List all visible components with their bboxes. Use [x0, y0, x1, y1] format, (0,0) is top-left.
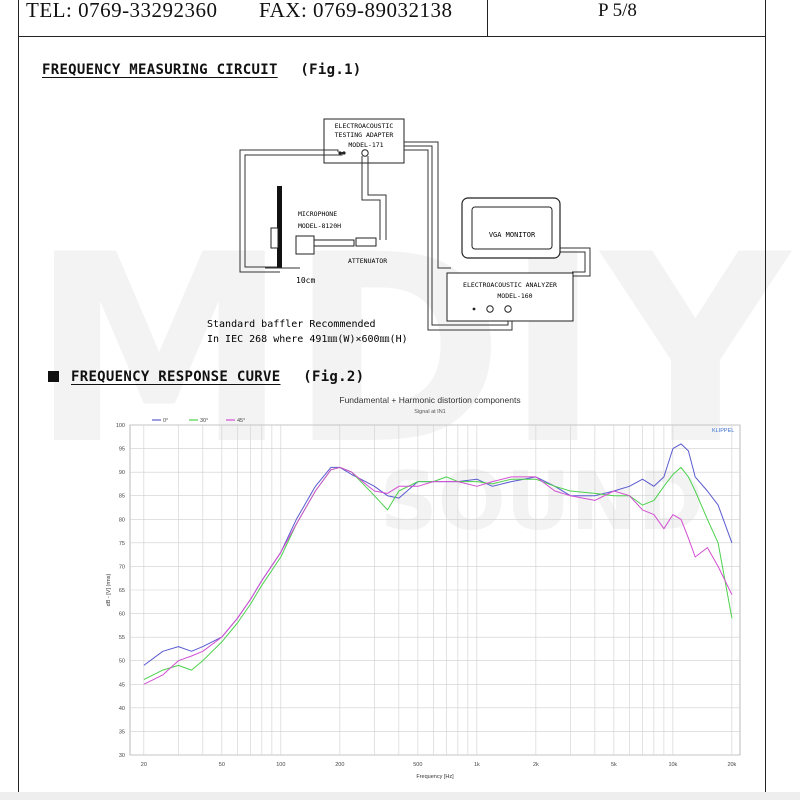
- y-axis-label: dB - [V] (rms): [106, 573, 112, 607]
- page-number: P 5/8: [598, 0, 637, 21]
- circuit-title-text: FREQUENCY MEASURING CIRCUIT: [42, 62, 278, 78]
- response-title-text: FREQUENCY RESPONSE CURVE: [71, 369, 281, 385]
- adapter-line-2: TESTING ADAPTER: [334, 131, 394, 139]
- baffle-note-line-2: In IEC 268 where 491㎜(W)×600㎜(H): [207, 334, 408, 345]
- x-axis-label: Frequency [Hz]: [416, 774, 454, 780]
- brand-label: KLIPPEL: [712, 428, 735, 434]
- grid: [130, 425, 740, 755]
- analyzer-line-1: ELECTROACOUSTIC ANALYZER: [463, 281, 557, 289]
- x-tick-label: 1k: [473, 762, 480, 768]
- series-line-1: [144, 467, 732, 679]
- y-tick-label: 60: [118, 611, 125, 618]
- analyzer-line-2: MODEL-160: [497, 292, 533, 300]
- x-tick-label: 500: [413, 762, 423, 768]
- attenuator-label: ATTENUATOR: [348, 257, 388, 265]
- series-line-0: [144, 444, 732, 666]
- chart-subtitle: Signal at IN1: [414, 409, 446, 415]
- adapter-line-1: ELECTROACOUSTIC: [334, 122, 394, 130]
- x-tick-label: 200: [335, 762, 345, 768]
- microphone-line-2: MODEL-8120H: [298, 222, 342, 230]
- x-tick-label: 20k: [727, 762, 737, 768]
- chart-title: Fundamental + Harmonic distortion components: [339, 395, 521, 405]
- microphone-line-1: MICROPHONE: [298, 210, 338, 218]
- y-tick-label: 55: [118, 635, 125, 642]
- series-lines: [144, 444, 732, 684]
- x-tick-label: 10k: [668, 762, 678, 768]
- tel-number: TEL: 0769-33292360: [26, 0, 218, 22]
- y-tick-label: 80: [118, 517, 125, 524]
- baffle-note-line-1: Standard baffler Recommended: [207, 319, 376, 330]
- legend: [152, 418, 245, 424]
- y-tick-label: 40: [118, 705, 125, 712]
- fax-number: FAX: 0769-89032138: [259, 0, 453, 22]
- monitor-label: VGA MONITOR: [488, 231, 536, 239]
- y-tick-label: 75: [118, 540, 125, 547]
- x-tick-label: 2k: [532, 762, 539, 768]
- distance-label: 10cm: [296, 276, 316, 285]
- legend-label: 45°: [237, 418, 246, 424]
- y-tick-label: 85: [118, 493, 125, 500]
- y-tick-label: 100: [115, 423, 125, 429]
- series-line-2: [144, 467, 732, 684]
- y-tick-label: 65: [118, 588, 125, 594]
- y-tick-label: 45: [118, 682, 125, 689]
- response-fig-label: (Fig.2): [303, 369, 365, 385]
- x-tick-label: 20: [140, 762, 147, 768]
- y-tick-label: 90: [118, 470, 125, 477]
- x-tick-label: 5k: [610, 762, 617, 768]
- legend-label: 0°: [163, 418, 169, 424]
- adapter-line-3: MODEL-171: [348, 141, 384, 149]
- y-tick-label: 50: [118, 658, 125, 665]
- x-tick-label: 100: [276, 762, 286, 768]
- legend-label: 30°: [200, 418, 209, 424]
- y-tick-label: 30: [118, 753, 125, 759]
- y-tick-label: 95: [118, 446, 125, 453]
- y-tick-label: 70: [118, 564, 125, 571]
- bottom-edge: [0, 792, 800, 800]
- tick-labels: [116, 423, 737, 768]
- y-tick-label: 35: [118, 729, 125, 736]
- circuit-fig-label: (Fig.1): [300, 62, 362, 78]
- x-tick-label: 50: [218, 762, 225, 768]
